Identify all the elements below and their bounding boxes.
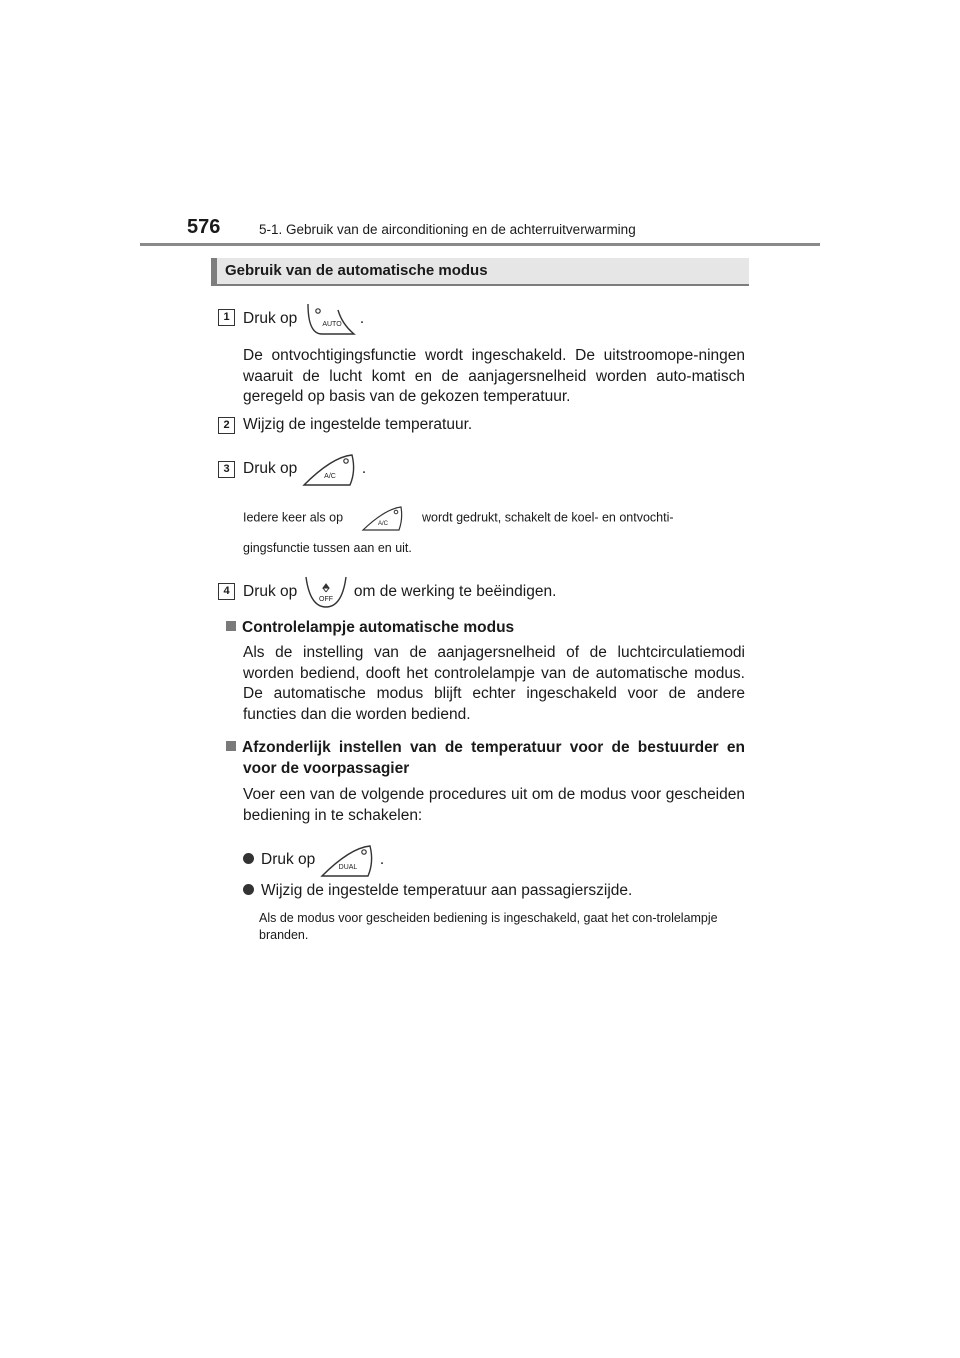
section-title: Gebruik van de automatische modus [225,262,488,279]
step-number-3: 3 [218,461,235,478]
note-1-heading [226,618,514,638]
step-3-line [243,451,366,487]
step-number-1: 1 [218,309,235,326]
ac-button-small-icon [361,504,405,532]
step-2-text: Wijzig de ingestelde temperatuur. [243,416,473,433]
note-2-heading [243,738,745,779]
note-2-body: Voer een van de volgende procedures uit om de modus voor gescheiden bediening in te schakelen: [243,786,745,824]
off-button-icon [302,575,350,609]
step-4-line [243,575,556,609]
section-heading [211,258,749,286]
note-2-footnote: Als de modus voor gescheiden bediening is ingeschakeld, gaat het con-trolelampje branden. [259,911,718,942]
round-bullet-icon [243,853,254,864]
page-number: 576 [187,216,221,238]
step-3-note-prefix: Iedere keer als op [243,510,344,525]
square-bullet-icon [226,621,236,631]
note-1-title: Controlelampje automatische modus [242,619,515,636]
ac-button-small-label: A/C [377,521,388,527]
step-3-note-suffix: wordt gedrukt, schakelt de koel- en ontvochti- [422,510,674,525]
dual-button-icon [320,842,376,878]
step-3-prefix: Druk op [243,460,298,477]
square-bullet-icon [226,741,236,751]
chapter-title: 5-1. Gebruik van de airconditioning en de achterruitverwarming [259,222,636,237]
note-1-body: Als de instelling van de aanjagersnelheid of de luchtcirculatiemodi worden bediend, dooft het controlelampje van de automatische modus. De automatische modus blijft echter ingeschakeld voor de andere functies dan die worden bediend. [243,644,745,723]
step-number-4: 4 [218,583,235,600]
ac-button-icon [302,451,358,487]
note-2-item-1-prefix: Druk op [261,851,316,868]
round-bullet-icon [243,884,254,895]
step-3-note-line2: gingsfunctie tussen aan en uit. [243,541,412,555]
step-4-prefix: Druk op [243,583,298,600]
step-number-2: 2 [218,417,235,434]
note-2-item-2-text: Wijzig de ingestelde temperatuur aan passagierszijde. [261,882,633,899]
step-1-note: De ontvochtigingsfunctie wordt ingeschakeld. De uitstroomope-ningen waaruit de lucht komt en de aanjagersnelheid worden auto-matisch geregeld op basis van de gekozen temperatuur. [243,347,745,405]
step-1-prefix: Druk op [243,310,298,327]
step-3-suffix: . [361,460,367,477]
section-accent [211,258,217,284]
auto-button-label: AUTO [321,321,342,328]
step-4-suffix: om de werking te beëindigen. [353,583,557,600]
note-2-item-1-suffix: . [379,851,385,868]
note-2-item-1 [243,842,384,878]
step-1-line [243,302,364,336]
step-1-suffix: . [359,310,365,327]
step-3-note [243,504,745,532]
note-2-item-2 [243,881,632,901]
off-button-label: OFF [318,596,333,603]
note-2-title: Afzonderlijk instellen van de temperatuur voor de bestuurder en voor de voorpassagier [242,739,745,777]
dual-button-label: DUAL [338,864,357,871]
auto-button-icon [302,302,356,336]
ac-button-label: A/C [323,473,336,480]
header-rule [140,243,820,246]
